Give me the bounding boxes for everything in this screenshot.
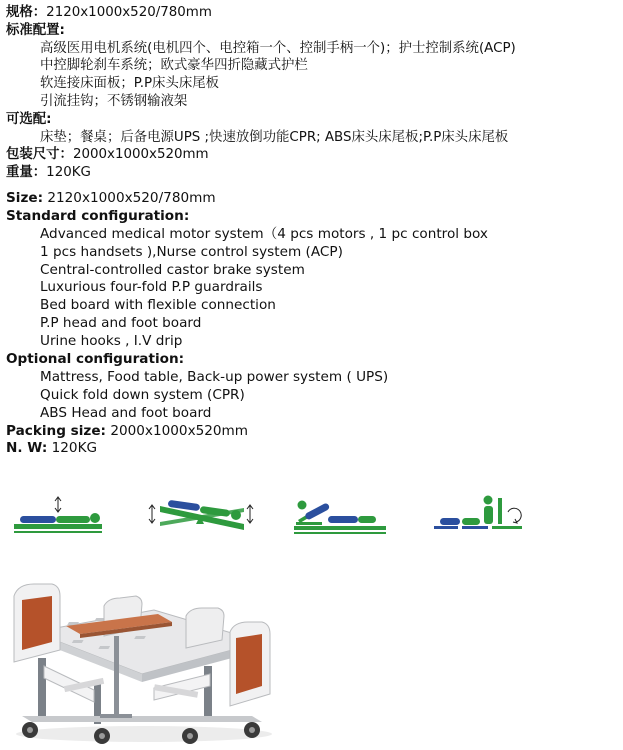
en-weight-value: 120KG <box>51 440 98 457</box>
cn-packing-label: 包装尺寸： <box>6 147 73 163</box>
en-packing-row <box>6 423 618 441</box>
en-optional-item: Quick fold down system (CPR) <box>40 386 245 403</box>
en-standard-item: Bed board with flexible connection <box>40 297 276 314</box>
en-standard-item: Luxurious four-fold P.P guardrails <box>40 279 263 296</box>
en-size-label: Size: <box>6 189 44 206</box>
cn-standard-item: 中控脚轮刹车系统；欧式豪华四折隐藏式护栏 <box>40 58 308 74</box>
en-size-value: 2120x1000x520/780mm <box>47 189 216 206</box>
english-spec-section <box>6 190 618 458</box>
cn-packing-value: 2000x1000x520mm <box>72 147 209 163</box>
en-packing-value: 2000x1000x520mm <box>110 422 249 439</box>
cn-weight-row <box>6 164 618 182</box>
function-diagrams <box>12 494 532 538</box>
cn-optional-label: 可选配: <box>6 111 52 127</box>
chinese-spec-section <box>6 4 618 182</box>
cn-standard-item: 软连接床面板；P.P床头床尾板 <box>40 76 220 92</box>
cn-spec-label: 规格： <box>6 5 47 20</box>
en-size-row <box>6 190 618 208</box>
en-packing-label: Packing size: <box>6 422 106 439</box>
hospital-bed-photo <box>4 570 276 746</box>
en-standard-item: Advanced medical motor system（4 pcs motors , 1 pc control box <box>40 225 488 242</box>
en-standard-label: Standard configuration: <box>6 207 190 224</box>
cn-weight-label: 重量： <box>6 165 47 181</box>
cn-standard-item: 高级医用电机系统(电机四个、电控箱一个、控制手柄一个)；护士控制系统(ACP) <box>40 40 516 56</box>
en-weight-label: N. W: <box>6 440 48 457</box>
en-standard-item: 1 pcs handsets ),Nurse control system (ACP) <box>40 243 343 260</box>
en-optional-label: Optional configuration: <box>6 350 185 367</box>
cn-spec-row <box>6 4 618 22</box>
en-standard-item: Central-controlled castor brake system <box>40 261 305 278</box>
bed-height-adjust-icon <box>12 494 104 538</box>
en-optional-item: ABS Head and foot board <box>40 404 212 421</box>
cn-packing-row <box>6 146 618 164</box>
cn-spec-value: 2120x1000x520/780mm <box>46 5 212 20</box>
cn-standard-item: 引流挂钩；不锈钢输液架 <box>40 93 188 109</box>
en-weight-row <box>6 440 618 458</box>
trendelenburg-tilt-icon <box>146 494 258 538</box>
sitting-position-icon <box>432 494 528 538</box>
cn-optional-item: 床垫；餐桌；后备电源UPS ;快速放倒功能CPR; ABS床头床尾板;P.P床头床尾板 <box>40 129 509 145</box>
spec-sheet <box>6 4 618 458</box>
back-rest-raise-icon <box>292 494 388 538</box>
en-standard-item: Urine hooks , I.V drip <box>40 333 183 350</box>
en-optional-item: Mattress, Food table, Back-up power system ( UPS) <box>40 368 389 385</box>
cn-standard-label: 标准配置: <box>6 22 65 38</box>
cn-weight-value: 120KG <box>46 165 91 181</box>
en-standard-item: P.P head and foot board <box>40 315 202 332</box>
